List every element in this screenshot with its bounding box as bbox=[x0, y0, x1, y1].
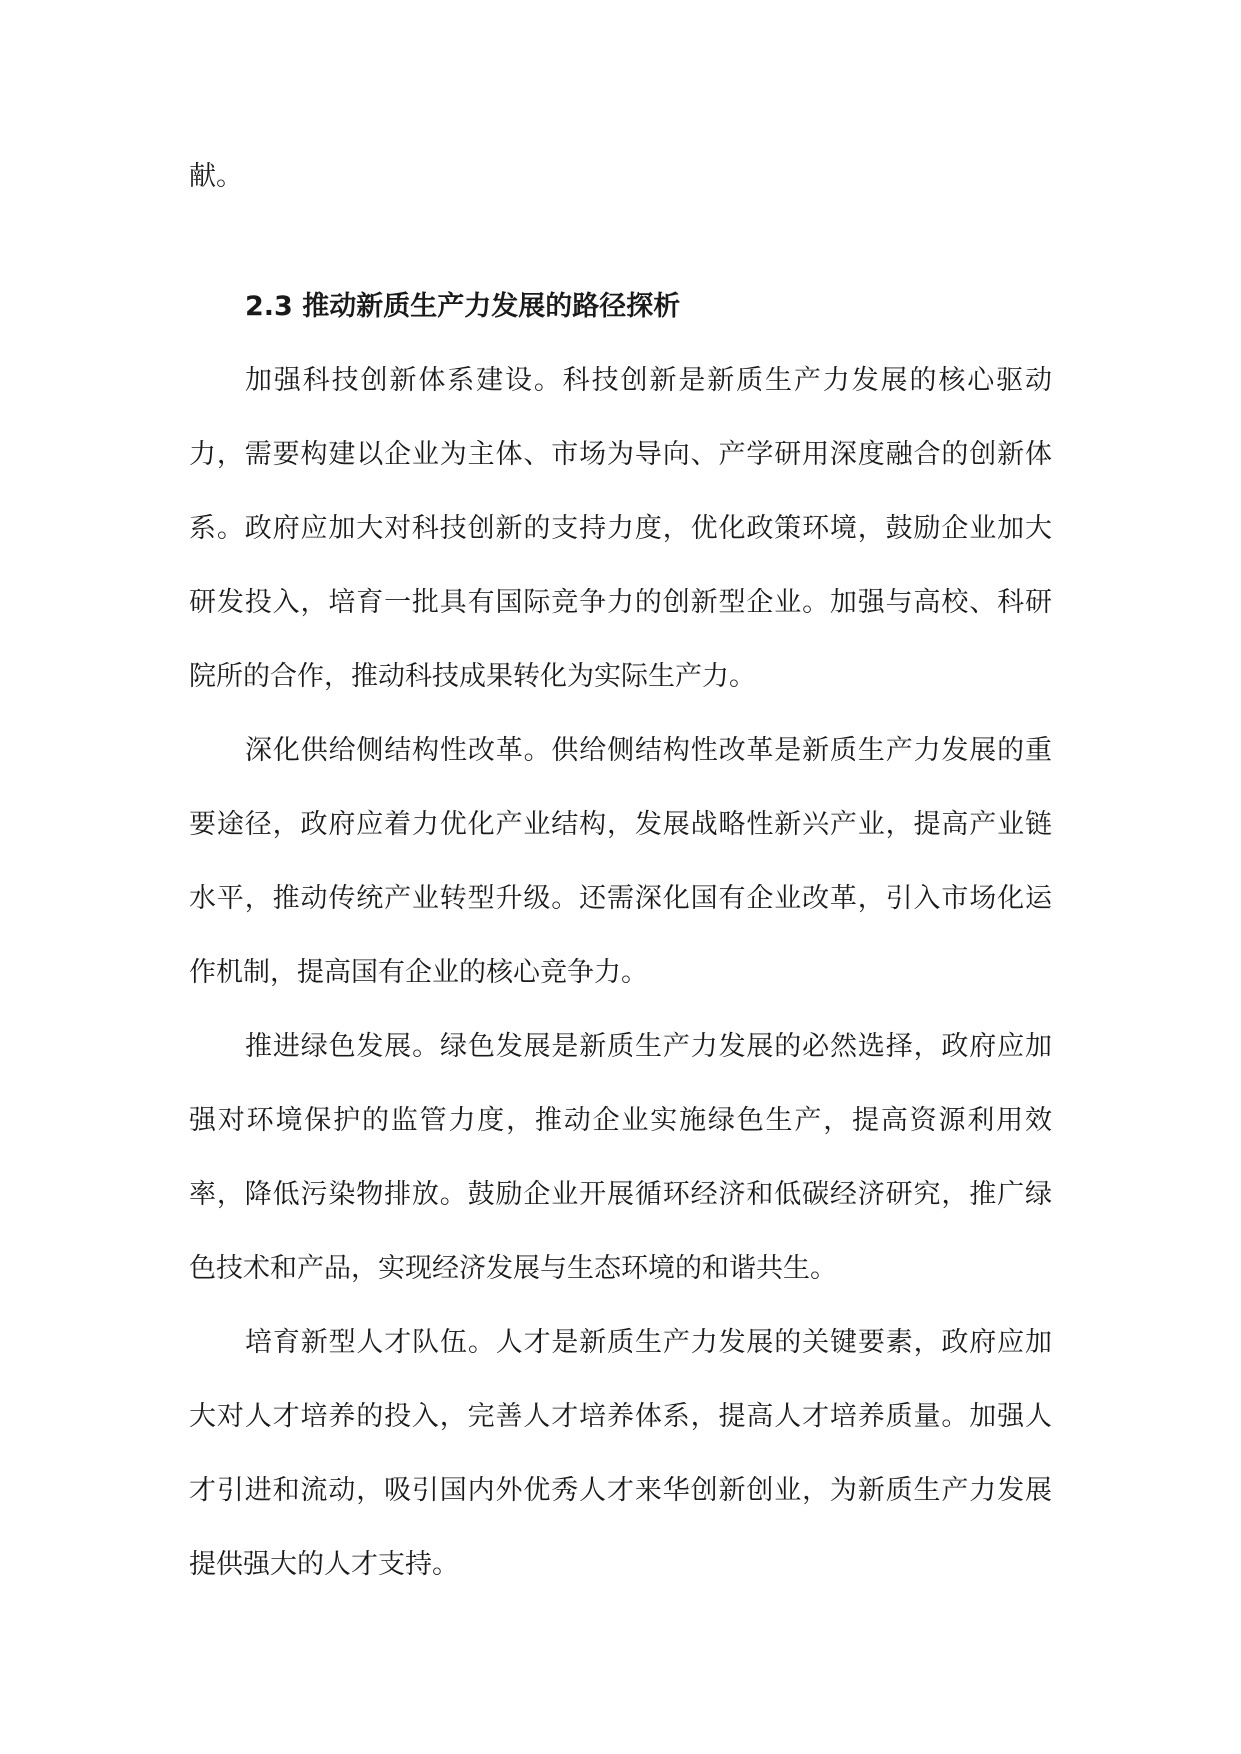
continuation-text: 献。 bbox=[189, 161, 243, 192]
section-heading: 2.3 推动新质生产力发展的路径探析 bbox=[245, 291, 681, 322]
paragraph-talent-cultivation: 培育新型人才队伍。人才是新质生产力发展的关键要素，政府应加大对人才培养的投入，完善人才培养体系，提高人才培养质量。加强人才引进和流动，吸引国内外优秀人才来华创新创业，为新质生产力发展提供强大的人才支持。 bbox=[189, 1327, 1052, 1580]
paragraph-supply-side-reform: 深化供给侧结构性改革。供给侧结构性改革是新质生产力发展的重要途径，政府应着力优化产业结构，发展战略性新兴产业，提高产业链水平，推动传统产业转型升级。还需深化国有企业改革，引入市场化运作机制，提高国有企业的核心竞争力。 bbox=[189, 735, 1052, 988]
page-content bbox=[189, 140, 1052, 1602]
paragraph-green-development: 推进绿色发展。绿色发展是新质生产力发展的必然选择，政府应加强对环境保护的监管力度，推动企业实施绿色生产，提高资源利用效率，降低污染物排放。鼓励企业开展循环经济和低碳经济研究，推广绿色技术和产品，实现经济发展与生态环境的和谐共生。 bbox=[189, 1031, 1052, 1284]
paragraph-tech-innovation: 加强科技创新体系建设。科技创新是新质生产力发展的核心驱动力，需要构建以企业为主体、市场为导向、产学研用深度融合的创新体系。政府应加大对科技创新的支持力度，优化政策环境，鼓励企业加大研发投入，培育一批具有国际竞争力的创新型企业。加强与高校、科研院所的合作，推动科技成果转化为实际生产力。 bbox=[189, 365, 1052, 692]
